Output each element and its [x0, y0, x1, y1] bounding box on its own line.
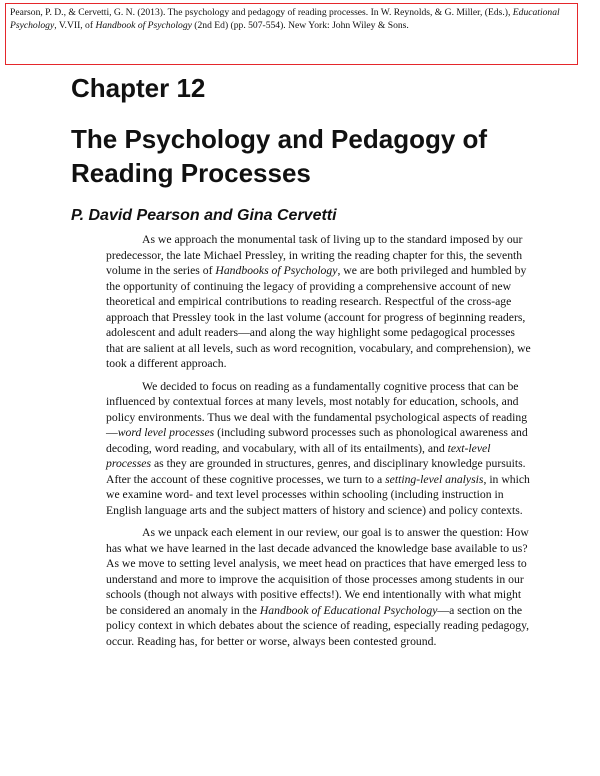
- paragraph-2-text-3: as they are grounded in structures, genres, and disciplinary knowledge pursuits. After the account of these cognitive processes, we turn to a: [106, 457, 526, 486]
- citation-text: Pearson, P. D., & Cervetti, G. N. (2013). The psychology and pedagogy of reading processes. In W. Reynolds, & G. Miller, (Eds.),: [10, 7, 513, 18]
- paragraph-1-italic: Handbooks of Psychology: [215, 264, 338, 277]
- citation-box: [5, 3, 578, 65]
- paragraph-1: [106, 232, 531, 372]
- paragraph-2-italic: word level processes: [117, 426, 215, 439]
- citation-handbook: Handbook of Psychology: [95, 20, 192, 31]
- citation-text-2: , V.VII, of: [54, 20, 96, 31]
- paragraph-2-italic-2: text-level processes: [106, 441, 491, 470]
- paragraph-2-text-2: (including subword processes such as phonological awareness and decoding, word reading, and vocabulary, with all of its entailments), and: [106, 426, 528, 455]
- citation-journal: Educational Psychology: [10, 7, 560, 31]
- paragraph-2-text: We decided to focus on reading as a fundamentally cognitive process that can be influenced by contextual forces at many levels, most notably for education, schools, and policy environments. Thus we deal with the fundamental psychological aspects of reading—: [106, 379, 528, 439]
- paragraph-3: [106, 525, 531, 649]
- paragraph-3-text: As we unpack each element in our review, our goal is to answer the question: How has what we have learned in the last decade advanced the knowledge base available to us? As we move to setting level analysis, we meet head on practices that have emerged less to understand and more to improve the acquisition of those processes among students in our schools (though not always with positive effects!). We end intentionally with what might be considered an anomaly in the: [106, 526, 529, 617]
- paragraph-1-text-2: , we are both privileged and humbled by the opportunity of continuing the legacy of providing a comprehensive account of new theoretical and empirical contributions to reading research. Respectful of the cross-age approach that Pressley took in the last volume (account for progress of beginning readers, adolescent and adult readers—and along the way highlight some pedagogical processes that are salient at all levels, such as word recognition, vocabulary, and comprehension), we took a different approach.: [106, 264, 531, 370]
- paragraph-3-text-2: —a section on the policy context in which debates about the science of reading, especially reading pedagogy, occur. Reading has, for better or worse, always been contested ground.: [106, 603, 530, 648]
- chapter-title: The Psychology and Pedagogy of Reading Processes: [71, 124, 488, 188]
- body-text: [106, 232, 531, 656]
- citation-text-3: (2nd Ed) (pp. 507-554). New York: John Wiley & Sons.: [191, 20, 409, 31]
- paragraph-1-text: As we approach the monumental task of living up to the standard imposed by our predecessor, the late Michael Pressley, in writing the reading chapter for this, the seventh volume in the series of: [106, 233, 523, 277]
- paragraph-2: [106, 379, 531, 519]
- authors: P. David Pearson and Gina Cervetti: [71, 207, 337, 224]
- chapter-number: Chapter 12: [71, 73, 206, 103]
- paragraph-3-italic: Handbook of Educational Psychology: [259, 603, 438, 617]
- paragraph-2-italic-3: setting-level analysis: [385, 472, 484, 486]
- paragraph-2-text-4: , in which we examine word- and text level processes within schooling (including instruction in English language arts and the subject matters of history and science) and policy contexts.: [106, 472, 530, 517]
